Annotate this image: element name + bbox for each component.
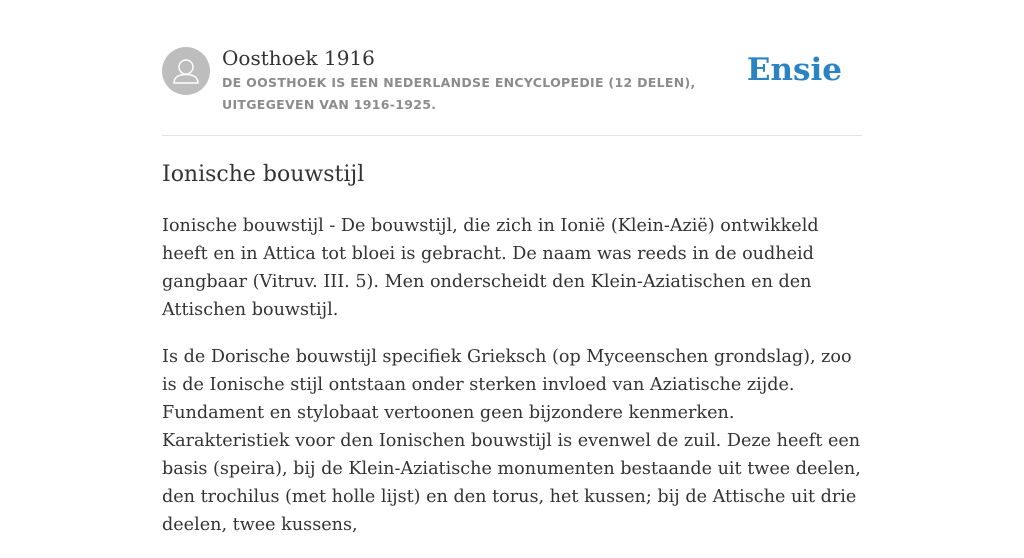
article-paragraph: Ionische bouwstijl - De bouwstijl, die zich in Ionië (Klein-Azië) ontwikkeld heeft en in Attica tot bloei is gebracht. De naam was reeds in de oudheid gangbaar (Vitruv. III. 5). Men onderscheidt den Klein-Aziatischen en den Attischen bouwstijl.: [162, 216, 819, 320]
header-divider: [162, 135, 862, 136]
brand-logo[interactable]: Ensie: [746, 52, 842, 88]
user-icon: [162, 47, 210, 95]
article-title: Ionische bouwstijl: [162, 162, 365, 187]
source-name[interactable]: Oosthoek 1916: [222, 46, 375, 70]
source-avatar[interactable]: [162, 47, 210, 95]
source-header: [162, 46, 862, 116]
source-description: DE OOSTHOEK IS EEN NEDERLANDSE ENCYCLOPEDIE (12 DELEN), UITGEGEVEN VAN 1916-1925.: [222, 75, 696, 112]
article-body: [162, 212, 862, 558]
article-paragraph: Is de Dorische bouwstijl specifiek Grieksch (op Myceenschen grondslag), zoo is de Ionische stijl ontstaan onder sterken invloed van Aziatische zijde. Fundament en stylobaat vertoonen geen bijzondere kenmerken. Karakteristiek voor den Ionischen bouwstijl is evenwel de zuil. Deze heeft een basis (speira), bij de Klein-Aziatische monumenten bestaande uit twee deelen, den trochilus (met holle lijst) en den torus, het kussen; bij de Attische uit drie deelen, twee kussens,: [162, 347, 861, 535]
